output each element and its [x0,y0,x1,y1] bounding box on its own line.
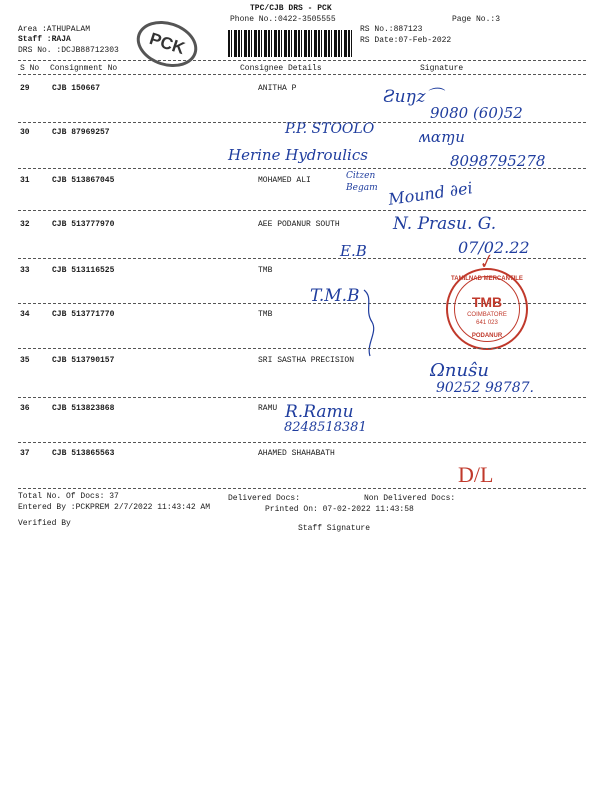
row-sno: 36 [20,404,30,413]
row-sno: 30 [20,128,30,137]
handwritten-phone: 8248518381 [284,420,367,435]
row-divider [18,348,586,349]
pck-stamp [131,13,204,74]
handwritten-signature: Ƨuŋz⌒ [383,87,443,107]
non-delivered-docs: Non Delivered Docs: [364,494,456,503]
pck-stamp-label: PCK [147,28,188,59]
delivered-docs: Delivered Docs: [228,494,301,503]
dl-mark: D/L [458,462,494,487]
handwritten-signature: R.Ramu [285,402,354,422]
row-consignment: CJB 87969257 [52,128,110,137]
staff-signature: Staff Signature [298,524,371,533]
row-consignment: CJB 513777970 [52,220,115,229]
row-consignment: CJB 513823868 [52,404,115,413]
row-consignment: CJB 513771770 [52,310,115,319]
seal-ring-top: TAMILNAD MERCANTILE [451,276,523,282]
row-consignee: TMB [258,266,273,275]
row-consignee: TMB [258,310,273,319]
handwritten-phone: 90252 98787. [436,380,534,396]
header-divider-bottom [18,74,586,75]
handwritten-note: Citzen Begam [346,171,378,193]
col-signature: Signature [420,64,464,73]
rs-date: RS Date:07-Feb-2022 [360,36,452,45]
row-consignee: AHAMED SHAHABATH [258,449,335,458]
row-sno: 35 [20,356,30,365]
seal-ring-bottom: PODANUR [471,333,503,339]
printed-on: Printed On: 07-02-2022 11:43:58 [265,505,414,514]
col-consignment: Consignment No [50,64,118,73]
seal-pin: 641 023 [476,320,498,326]
col-sno: S No [20,64,40,73]
row-consignment: CJB 513116525 [52,266,115,275]
bank-seal [446,268,528,350]
handwritten-signature: Mound ∂ei [387,178,474,209]
handwritten-eb: E.B [340,242,367,260]
row-sno: 29 [20,84,30,93]
row-divider [18,488,586,489]
row-divider [18,397,586,398]
handwritten-name: P.P. STOOLO [285,121,375,137]
staff-label: Staff :RAJA [18,35,71,44]
handwritten-phone: 9080 (60)52 [430,104,523,122]
row-consignee: ANITHA P [258,84,297,93]
seal-signature: ✓ [474,250,497,275]
handwritten-signature: ʍɑɱu [418,128,465,146]
row-divider [18,442,586,443]
seal-city: COIMBATORE [467,312,507,318]
handwritten-tmb: T.M.B [310,286,360,306]
row-consignee: AEE PODANUR SOUTH [258,220,340,229]
row-divider [18,210,586,211]
col-consignee: Consignee Details [240,64,322,73]
phone-number: Phone No.:0422-3505555 [230,15,336,24]
row-sno: 33 [20,266,30,275]
rs-number: RS No.:887123 [360,25,423,34]
row-sno: 32 [20,220,30,229]
row-consignment: CJB 513867045 [52,176,115,185]
row-consignee: MOHAMED ALI [258,176,311,185]
row-sno: 37 [20,449,30,458]
handwritten-phone: 8098795278 [450,152,546,170]
drs-number: DRS No. :DCJB88712303 [18,46,119,55]
entered-by: Entered By :PCKPREM 2/7/2022 11:43:42 AM [18,503,211,512]
page-number: Page No.:3 [452,15,501,24]
row-sno: 31 [20,176,30,185]
document-title: TPC/CJB DRS - PCK [250,4,332,13]
row-consignee: SRI SASTHA PRECISION [258,356,355,365]
row-divider [18,168,586,169]
barcode [228,30,352,57]
verified-by: Verified By [18,519,71,528]
row-consignee: RAMU [258,404,278,413]
row-sno: 34 [20,310,30,319]
row-divider [18,258,586,259]
handwritten-company: Herine Hydroulics [228,146,368,164]
handwritten-name: N. Prasu. G. [393,214,497,234]
handwritten-date: 07/02.22 [458,238,530,257]
row-consignment: CJB 513790157 [52,356,115,365]
handwritten-signature: Ωnuŝu [430,360,489,381]
total-docs: Total No. Of Docs: 37 [18,492,119,501]
header-divider-top [18,60,586,61]
seal-center: TMB [471,294,503,310]
row-consignment: CJB 513865563 [52,449,115,458]
area-label: Area :ATHUPALAM [18,25,91,34]
row-consignment: CJB 150667 [52,84,101,93]
